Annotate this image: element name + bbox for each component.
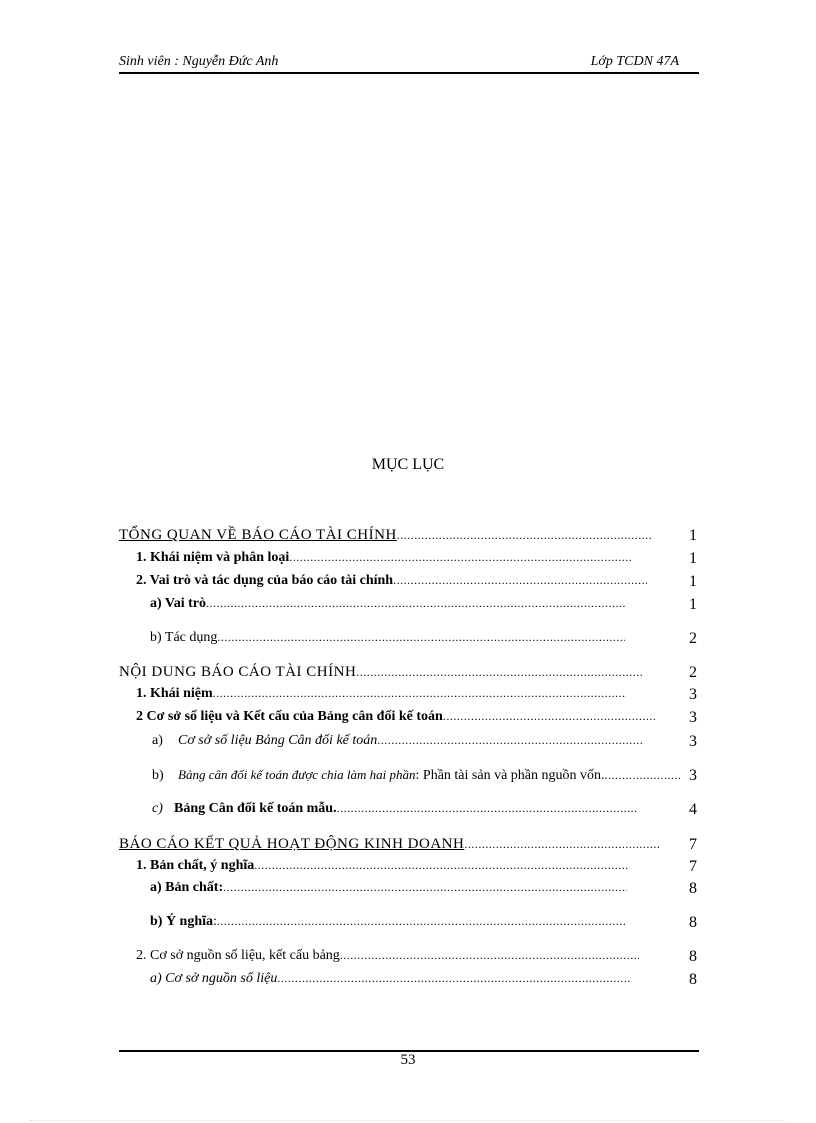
toc-page-number: 8 — [689, 971, 697, 988]
toc-entry-prefix: c) — [152, 801, 163, 816]
toc-leader — [464, 837, 659, 852]
toc-page-number: 1 — [689, 527, 697, 544]
toc-entry-1-2[interactable] — [136, 573, 647, 589]
toc-page-number: 1 — [689, 573, 697, 590]
toc-page-number: 7 — [689, 858, 697, 875]
toc-page-number: 3 — [689, 709, 697, 726]
toc-page-number: 3 — [689, 733, 697, 750]
toc-leader — [289, 550, 632, 565]
toc-entry-3-1-b[interactable] — [150, 914, 625, 930]
toc-leader — [443, 709, 656, 724]
toc-entry-1-2-b[interactable] — [150, 630, 625, 646]
toc-page-number: 3 — [689, 686, 697, 703]
toc-entry-label: a) Vai trò — [150, 596, 206, 611]
toc-page-number: 8 — [689, 880, 697, 897]
toc-page-number: 2 — [689, 630, 697, 647]
toc-leader — [393, 573, 647, 588]
page-number: 53 — [400, 1052, 416, 1068]
toc-page-number: 1 — [689, 596, 697, 613]
toc-entry-3-2[interactable] — [136, 948, 639, 964]
toc-entry-2-2[interactable] — [136, 709, 656, 725]
toc-entry-label: 2 Cơ sở số liệu và Kết cấu của Bảng cân đối kế toán — [136, 709, 443, 724]
toc-entry-label: BÁO CÁO KẾT QUẢ HOẠT ĐỘNG KINH DOANH — [119, 836, 465, 852]
toc-entry-label: : Phần tài sản và phần nguồn vốn. — [415, 768, 605, 783]
toc-leader — [223, 880, 627, 895]
toc-page-number: 4 — [689, 801, 697, 818]
toc-entry-label: Bảng Cân đối kế toán mẫu. — [174, 801, 337, 816]
toc-entry-label: NỘI DUNG BÁO CÁO TÀI CHÍNH — [119, 664, 357, 680]
toc-entry-label-tail: : — [213, 914, 217, 929]
toc-page-number: 1 — [689, 550, 697, 567]
toc-page-number: 8 — [689, 948, 697, 965]
toc-entry-2-2-a[interactable] — [152, 733, 644, 749]
toc-leader — [206, 596, 625, 611]
toc-entry-label-italic: Bảng cân đối kế toán được chia làm hai phần — [178, 767, 416, 782]
toc-entry-2-2-c[interactable] — [152, 801, 638, 817]
toc-entry-3-1[interactable] — [136, 858, 629, 874]
student-name: Sinh viên : Nguyễn Đức Anh — [119, 54, 279, 69]
toc-entry-3-1-a[interactable] — [150, 880, 627, 896]
toc-entry-label: a) Bản chất: — [150, 880, 224, 895]
toc-entry-label: 2. Cơ sở nguồn số liệu, kết cấu bảng — [136, 948, 340, 963]
toc-leader — [277, 971, 630, 986]
toc-leader — [213, 686, 625, 701]
toc-leader — [337, 801, 638, 816]
toc-entry-label: b) Tác dụng — [150, 630, 218, 645]
toc-leader — [356, 665, 642, 680]
toc-entry-section-1[interactable] — [119, 527, 651, 544]
toc-page-number: 2 — [689, 664, 697, 681]
toc-entry-label: b) Ý nghĩa — [150, 914, 214, 929]
toc-leader — [397, 528, 651, 543]
toc-entry-section-2[interactable] — [119, 664, 642, 681]
toc-entry-1-2-a[interactable] — [150, 596, 625, 612]
toc-entry-3-2-a[interactable] — [150, 971, 630, 987]
header-rule — [119, 72, 699, 74]
toc-entry-prefix: a) — [152, 733, 163, 748]
toc-leader — [340, 948, 639, 963]
toc-leader — [217, 914, 625, 929]
toc-entry-label: 1. Bản chất, ý nghĩa — [136, 858, 255, 873]
toc-title: MỤC LỤC — [371, 456, 445, 473]
toc-entry-label: Cơ sở số liệu Bảng Cân đối kế toán — [178, 733, 378, 748]
toc-page-number: 7 — [689, 836, 697, 853]
toc-entry-2-2-b[interactable] — [152, 767, 680, 784]
page-edge — [30, 1120, 786, 1121]
toc-entry-label: TỔNG QUAN VỀ BÁO CÁO TÀI CHÍNH — [119, 527, 397, 543]
toc-page-number: 8 — [689, 914, 697, 931]
toc-leader — [377, 733, 644, 748]
toc-leader — [605, 768, 680, 783]
toc-entry-label: a) Cơ sở nguồn số liệu — [150, 971, 278, 986]
toc-leader — [217, 630, 625, 645]
toc-entry-label: 2. Vai trò và tác dụng của báo cáo tài chính — [136, 573, 394, 588]
toc-entry-label: 1. Khái niệm — [136, 686, 213, 701]
toc-entry-2-1[interactable] — [136, 686, 625, 702]
page-header — [119, 54, 699, 74]
class-name: Lớp TCDN 47A — [590, 54, 679, 69]
toc-entry-1-1[interactable] — [136, 550, 632, 566]
toc-entry-section-3[interactable] — [119, 836, 659, 853]
toc-leader — [254, 858, 629, 873]
toc-entry-prefix: b) — [152, 768, 164, 783]
toc-page-number: 3 — [689, 767, 697, 784]
toc-entry-label: 1. Khái niệm và phân loại — [136, 550, 290, 565]
